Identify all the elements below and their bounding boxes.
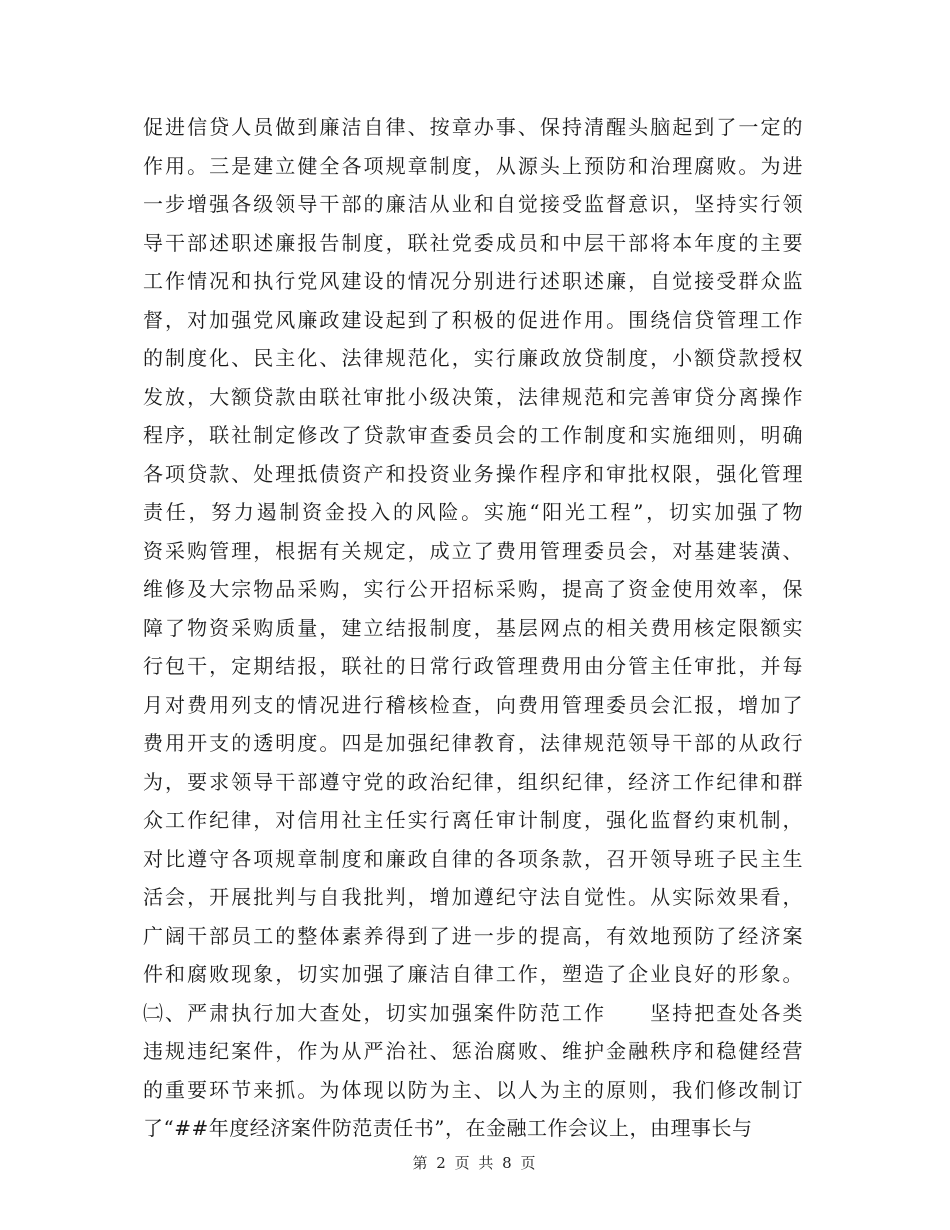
section-heading-line: ㈡、严肃执行加大查处，切实加强案件防范工作 坚持把查处各类	[143, 1000, 803, 1025]
page-number-footer: 第 2 页 共 8 页	[412, 1154, 538, 1172]
text-line: 促进信贷人员做到廉洁自律、按章办事、保持清醒头脑起到了一定的	[143, 115, 803, 139]
text-line: 广阔干部员工的整体素养得到了进一步的提高，有效地预防了经济案	[143, 923, 803, 948]
text-line: 一步增强各级领导干部的廉洁从业和自觉接受监督意识，坚持实行领	[143, 192, 803, 216]
text-line: 众工作纪律，对信用社主任实行离任审计制度，强化监督约束机制，	[143, 808, 803, 832]
text-line: 督，对加强党风廉政建设起到了积极的促进作用。围绕信贷管理工作	[143, 307, 803, 332]
text-line: 各项贷款、处理抵债资产和投资业务操作程序和审批权限，强化管理	[143, 461, 803, 486]
text-line: 维修及大宗物品采购，实行公开招标采购，提高了资金使用效率，保	[143, 577, 803, 601]
text-line: 资采购管理，根据有关规定，成立了费用管理委员会，对基建装潢、	[143, 538, 803, 563]
text-line: 程序，联社制定修改了贷款审查委员会的工作制度和实施细则，明确	[143, 423, 803, 447]
text-line: 行包干，定期结报，联社的日常行政管理费用由分管主任审批，并每	[143, 654, 803, 678]
text-line: 为，要求领导干部遵守党的政治纪律，组织纪律，经济工作纪律和群	[143, 769, 803, 794]
text-line: 工作情况和执行党风建设的情况分别进行述职述廉，自觉接受群众监	[143, 269, 803, 293]
text-line: 活会，开展批判与自我批判，增加遵纪守法自觉性。从实际效果看，	[143, 885, 803, 909]
text-line: 的重要环节来抓。为体现以防为主、以人为主的原则，我们修改制订	[143, 1077, 803, 1102]
text-line: 了“##年度经济案件防范责任书”，在金融工作会议上，由理事长与	[143, 1116, 753, 1140]
text-line: 的制度化、民主化、法律规范化，实行廉政放贷制度，小额贷款授权	[143, 346, 803, 370]
text-line: 件和腐败现象，切实加强了廉洁自律工作，塑造了企业良好的形象。	[143, 962, 803, 986]
text-line: 对比遵守各项规章制度和廉政自律的各项条款，召开领导班子民主生	[143, 846, 803, 871]
text-line: 障了物资采购质量，建立结报制度，基层网点的相关费用核定限额实	[143, 615, 803, 640]
text-line: 作用。三是建立健全各项规章制度，从源头上预防和治理腐败。为进	[143, 153, 803, 178]
text-line: 导干部述职述廉报告制度，联社党委成员和中层干部将本年度的主要	[143, 230, 803, 255]
text-line: 违规违纪案件，作为从严治社、惩治腐败、维护金融秩序和稳健经营	[143, 1039, 803, 1063]
text-line: 月对费用列支的情况进行稽核检查，向费用管理委员会汇报，增加了	[143, 692, 803, 717]
text-line: 责任，努力遏制资金投入的风险。实施“阳光工程”，切实加强了物	[143, 500, 803, 524]
text-line: 费用开支的透明度。四是加强纪律教育，法律规范领导干部的从政行	[143, 731, 803, 755]
text-line: 发放，大额贷款由联社审批小级决策，法律规范和完善审贷分离操作	[143, 384, 803, 409]
body-text	[143, 108, 803, 1148]
